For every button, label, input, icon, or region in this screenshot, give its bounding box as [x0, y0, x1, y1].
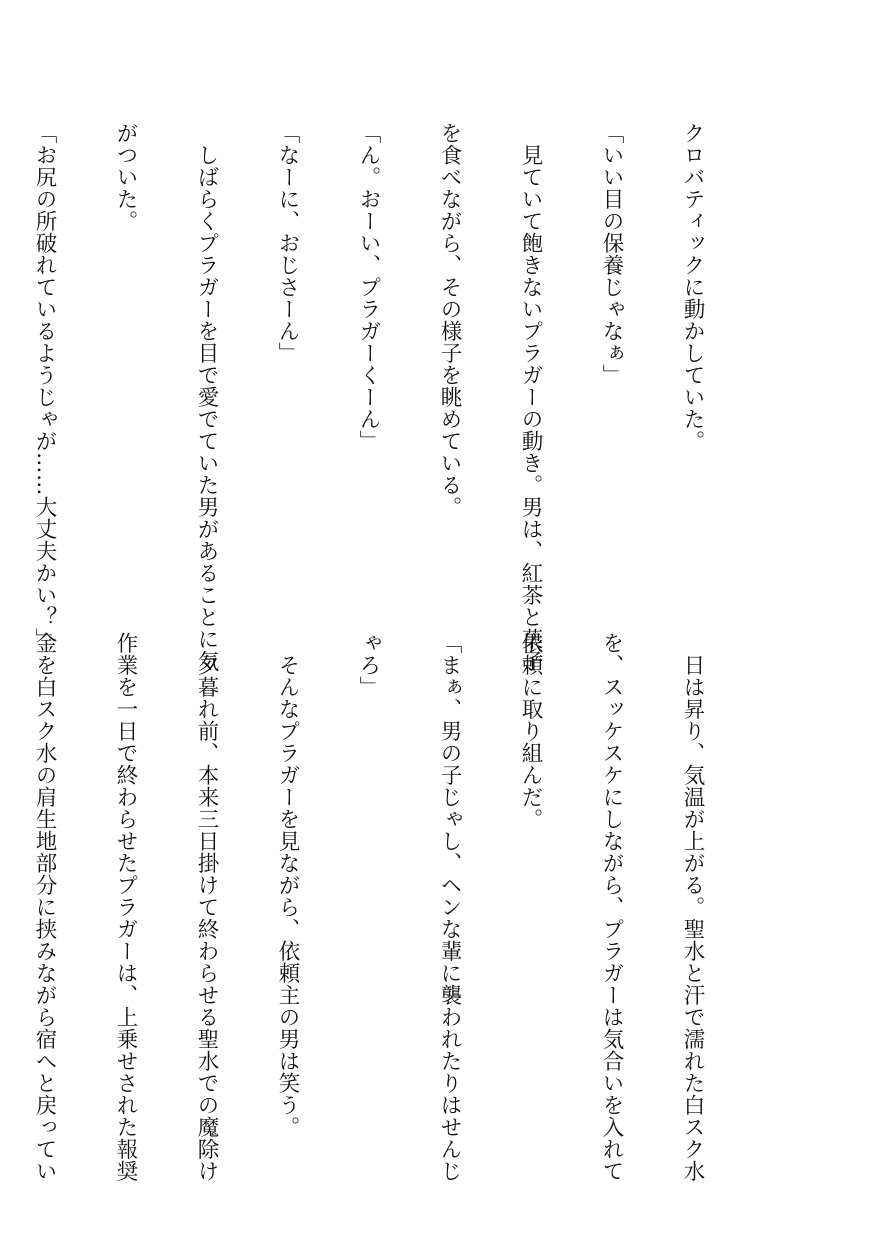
text-line: を食べながら、その様子を眺めている。 [437, 122, 462, 518]
text-line: 「なーに、おじさーん」 [275, 122, 300, 364]
text-line: 見ていて飽きないプラガーの動き。男は、紅茶と菓子 [518, 122, 543, 672]
text-line: 「いい目の保養じゃなぁ」 [599, 122, 624, 386]
text-line: 「まぁ、男の子じゃし、ヘンな輩に襲われたりはせんじ [437, 632, 462, 1182]
lower-text-section [32, 632, 760, 1182]
text-line: しばらくプラガーを目で愛でていた男があることに気 [194, 122, 219, 672]
text-line: 依頼に取り組んだ。 [518, 632, 543, 830]
text-line: 作業を一日で終わらせたプラガーは、上乗せされた報奨 [113, 632, 138, 1182]
text-line: 夕暮れ前、本来三日掛けて終わらせる聖水での魔除け [194, 632, 219, 1182]
text-line: ゃろ」 [356, 632, 381, 698]
text-line: 「お尻の所破れているようじゃが……大丈夫かい？」 [32, 122, 57, 650]
text-line: 日は昇り、気温が上がる。聖水と汗で濡れた白スク水 [680, 632, 705, 1182]
text-line: を、スッケスケにしながら、プラガーは気合いを入れて [599, 632, 624, 1182]
text-line: クロバティックに動かしていた。 [680, 122, 705, 452]
text-line: 「ん。おーい、プラガーくーん」 [356, 122, 381, 452]
text-line: がついた。 [113, 122, 138, 232]
text-line: 金を白スク水の肩生地部分に挟みながら宿へと戻ってい [32, 632, 57, 1182]
text-line: そんなプラガーを見ながら、依頼主の男は笑う。 [275, 632, 300, 1138]
